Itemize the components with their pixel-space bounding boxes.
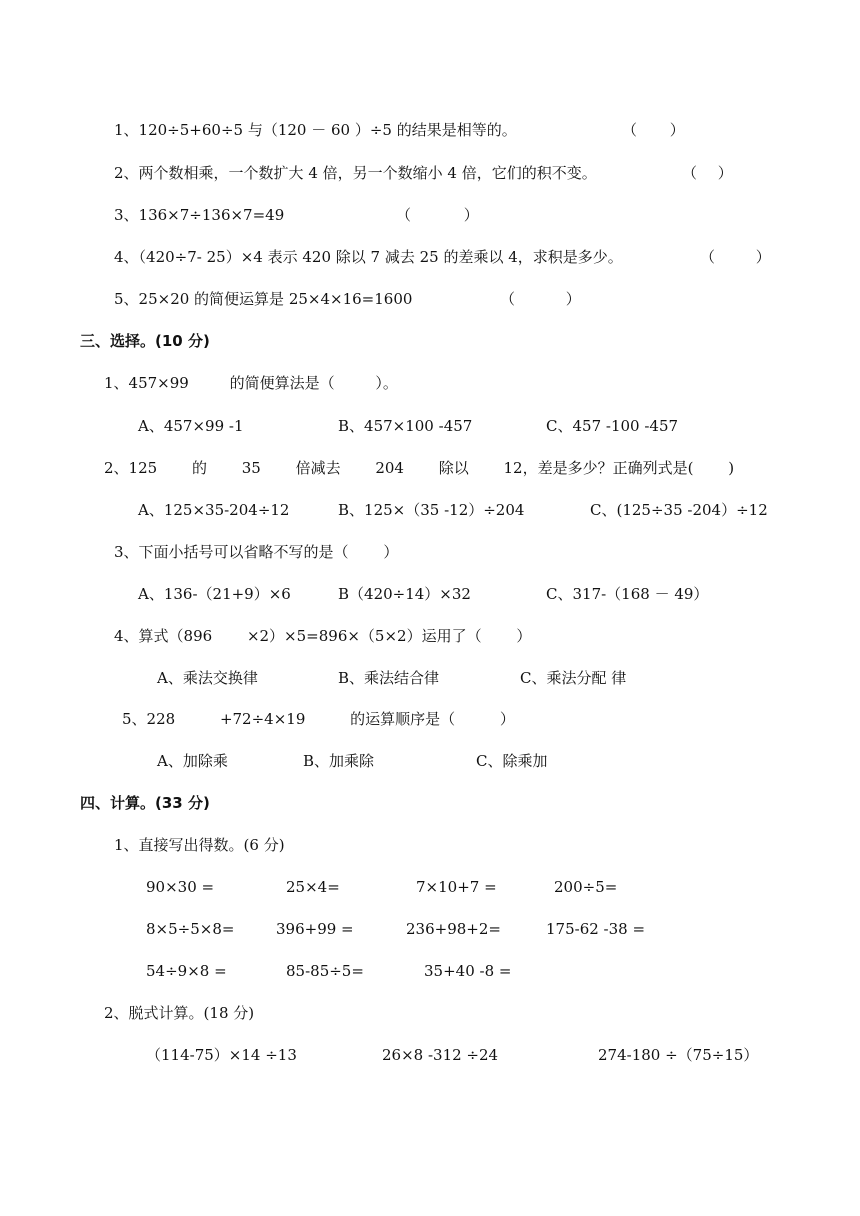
direct-calc-item[interactable]: 236+98+2= (406, 920, 501, 938)
direct-calc-item[interactable]: 175-62 -38 = (546, 920, 646, 938)
choice-3-option-c[interactable]: C、317-（168 － 49） (546, 585, 709, 603)
judge-blank-4[interactable]: （ ） (700, 248, 771, 266)
choice-1-option-b[interactable]: B、457×100 -457 (338, 417, 473, 435)
choice-question-1: 1、457×99 的简便算法是（ ）。 (104, 374, 398, 392)
choice-question-2: 2、125 的 35 倍减去 204 除以 12，差是多少？正确列式是( ) (104, 459, 735, 477)
choice-1-option-a[interactable]: A、457×99 -1 (138, 417, 244, 435)
judge-item-3: 3、136×7÷136×7=49 (114, 206, 285, 224)
judge-blank-3[interactable]: （ ） (396, 206, 479, 224)
detach-calc-item[interactable]: 274-180 ÷（75÷15） (598, 1046, 759, 1064)
choice-1-option-c[interactable]: C、457 -100 -457 (546, 417, 679, 435)
direct-calc-item[interactable]: 8×5÷5×8= (146, 920, 235, 938)
choice-question-5: 5、228 +72÷4×19 的运算顺序是（ ） (122, 710, 515, 728)
choice-5-option-b[interactable]: B、加乘除 (303, 752, 375, 770)
direct-calc-title: 1、直接写出得数。(6 分) (114, 836, 285, 854)
judge-blank-5[interactable]: （ ） (500, 290, 581, 308)
calc-heading: 四、计算。(33 分) (80, 794, 210, 812)
choice-4-option-a[interactable]: A、乘法交换律 (157, 669, 258, 687)
direct-calc-item[interactable]: 7×10+7 = (416, 878, 497, 896)
choice-2-option-a[interactable]: A、125×35-204÷12 (138, 501, 290, 519)
detach-calc-title: 2、脱式计算。(18 分) (104, 1004, 255, 1022)
judge-blank-2[interactable]: （ ） (682, 164, 733, 182)
choice-4-option-c[interactable]: C、乘法分配 律 (520, 669, 627, 687)
choice-2-option-b[interactable]: B、125×（35 -12）÷204 (338, 501, 525, 519)
judge-item-1: 1、120÷5+60÷5 与（120 － 60 ）÷5 的结果是相等的。 (114, 121, 517, 139)
detach-calc-item[interactable]: （114-75）×14 ÷13 (146, 1046, 297, 1064)
direct-calc-item[interactable]: 85-85÷5= (286, 962, 364, 980)
detach-calc-item[interactable]: 26×8 -312 ÷24 (382, 1046, 499, 1064)
choice-5-option-a[interactable]: A、加除乘 (157, 752, 228, 770)
direct-calc-item[interactable]: 396+99 = (276, 920, 354, 938)
judge-item-2: 2、两个数相乘，一个数扩大 4 倍，另一个数缩小 4 倍，它们的积不变。 (114, 164, 597, 182)
direct-calc-item[interactable]: 200÷5= (554, 878, 618, 896)
choice-4-option-b[interactable]: B、乘法结合律 (338, 669, 440, 687)
choice-3-option-a[interactable]: A、136-（21+9）×6 (138, 585, 291, 603)
judge-item-5: 5、25×20 的简便运算是 25×4×16=1600 (114, 290, 413, 308)
direct-calc-item[interactable]: 54÷9×8 = (146, 962, 227, 980)
direct-calc-item[interactable]: 90×30 = (146, 878, 215, 896)
judge-blank-1[interactable]: （ ） (622, 121, 685, 139)
choice-heading: 三、选择。(10 分) (80, 332, 210, 350)
choice-question-3: 3、下面小括号可以省略不写的是（ ） (114, 543, 399, 561)
judge-item-4: 4、（420÷7- 25）×4 表示 420 除以 7 减去 25 的差乘以 4，求积是多少。 (114, 248, 623, 266)
choice-3-option-b[interactable]: B（420÷14）×32 (338, 585, 471, 603)
choice-question-4: 4、算式（896 ×2）×5=896×（5×2）运用了（ ） (114, 627, 532, 645)
choice-2-option-c[interactable]: C、(125÷35 -204）÷12 (590, 501, 768, 519)
direct-calc-item[interactable]: 25×4= (286, 878, 340, 896)
choice-5-option-c[interactable]: C、除乘加 (476, 752, 548, 770)
direct-calc-item[interactable]: 35+40 -8 = (424, 962, 512, 980)
